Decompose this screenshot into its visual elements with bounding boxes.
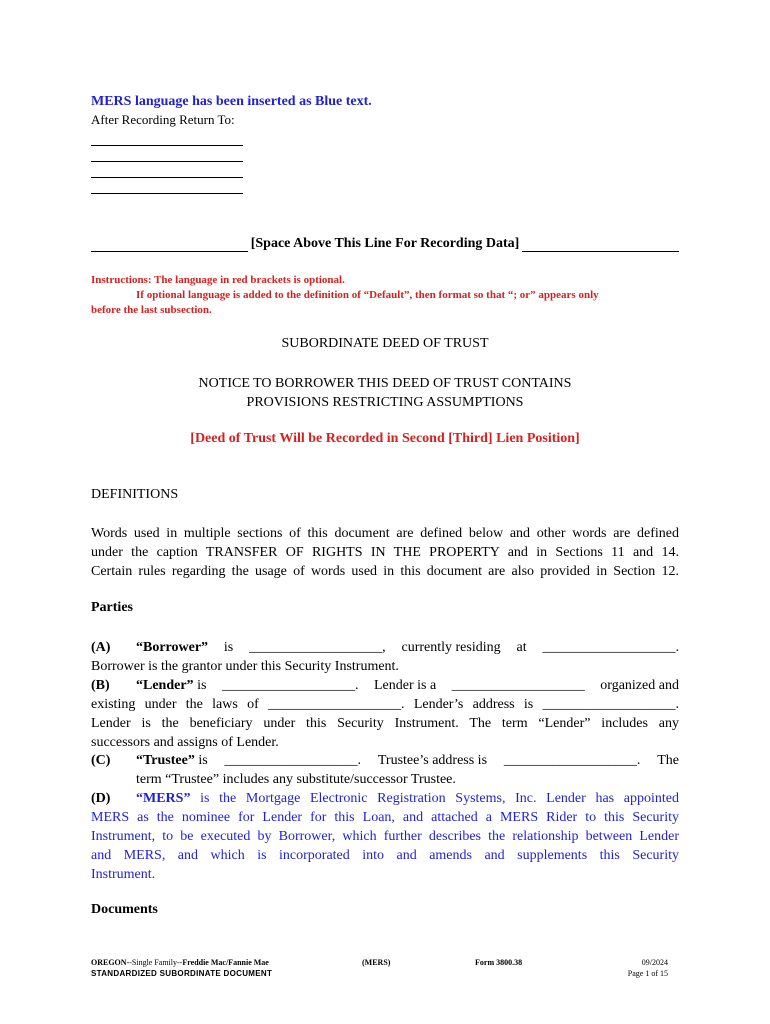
return-address-line-4 <box>91 193 243 194</box>
definitions-para-line-1: Words used in multiple sections of this document are defined below and other words are defined <box>91 526 679 541</box>
party-mers <box>91 789 679 884</box>
return-address-line-1 <box>91 145 243 146</box>
recording-space-line <box>91 236 679 252</box>
return-address-line-2 <box>91 161 243 162</box>
recording-rule-left <box>91 237 248 252</box>
mers-line-5: Instrument. <box>91 867 156 882</box>
definitions-paragraph <box>91 524 679 581</box>
lender-is-a: Lender is a <box>374 678 437 693</box>
return-address-line-3 <box>91 177 243 178</box>
party-trustee <box>91 751 679 789</box>
trustee-address-label: Trustee’s address is <box>377 753 488 768</box>
footer-form-number: Form 3800.38 <box>475 958 523 967</box>
footer-family: --Single Family-- <box>126 958 183 967</box>
lender-line-3: Lender is the beneficiary under this Security Instrument. The term “Lender” includes any <box>91 716 679 731</box>
mers-note: MERS language has been inserted as Blue text. <box>91 94 372 109</box>
mers-line-3: Instrument, to be executed by Borrower, which further describes the relationship between Lender <box>91 829 679 844</box>
footer-page: Page 1 of 15 <box>627 969 668 978</box>
trustee-is: is <box>198 753 208 768</box>
borrower-definition: Borrower is the grantor under this Security Instrument. <box>91 659 399 674</box>
lender-marker: (B) <box>91 678 110 693</box>
borrower-term: “Borrower” <box>136 640 209 655</box>
lender-line-4: successors and assigns of Lender. <box>91 735 279 750</box>
footer-doc-type: STANDARDIZED SUBORDINATE DOCUMENT <box>91 969 273 978</box>
notice-line-2: PROVISIONS RESTRICTING ASSUMPTIONS <box>246 395 524 410</box>
borrower-residing: currently residing <box>401 640 501 655</box>
definitions-heading: DEFINITIONS <box>91 487 179 502</box>
footer-state: OREGON <box>91 958 127 967</box>
mers-line-4: and MERS, and which is incorporated into and amends and supplements this Security <box>91 848 679 863</box>
recording-space-label: [Space Above This Line For Recording Data] <box>250 236 520 251</box>
party-lender <box>91 676 679 752</box>
borrower-marker: (A) <box>91 640 111 655</box>
documents-heading: Documents <box>91 902 158 917</box>
footer-left <box>91 957 272 979</box>
party-borrower <box>91 638 679 676</box>
mers-marker: (D) <box>91 791 111 806</box>
notice-line-1: NOTICE TO BORROWER THIS DEED OF TRUST CONTAINS <box>198 376 572 391</box>
document-title: SUBORDINATE DEED OF TRUST <box>281 336 489 351</box>
instructions-line-3: before the last subsection. <box>91 304 212 316</box>
borrower-is: is <box>223 640 234 655</box>
footer-agency: Freddie Mac/Fannie Mae <box>182 958 269 967</box>
parties-heading: Parties <box>91 600 133 615</box>
lender-name-blank: ___________________. <box>221 678 359 693</box>
footer-right <box>600 957 668 979</box>
lender-line-2: existing under the laws of ___________________. Lender’s address is ___________________. <box>91 697 679 712</box>
instructions-line-2: If optional language is added to the definition of “Default”, then format so that “; or” appears only <box>136 289 599 301</box>
definitions-para-line-3: Certain rules regarding the usage of words used in this document are also provided in Section 12. <box>91 564 679 579</box>
mers-term: “MERS” <box>136 791 191 806</box>
lender-term: “Lender” <box>136 678 194 693</box>
trustee-the: The <box>657 753 679 768</box>
definitions-para-line-2: under the caption TRANSFER OF RIGHTS IN THE PROPERTY and in Sections 11 and 14. <box>91 545 679 560</box>
lender-organized: organized and <box>600 678 679 693</box>
footer-date: 09/2024 <box>641 958 668 967</box>
recording-rule-right <box>522 237 679 252</box>
lender-is: is <box>197 678 207 693</box>
trustee-marker: (C) <box>91 753 111 768</box>
instructions-line-1: Instructions: The language in red brackets is optional. <box>91 274 345 286</box>
mers-line-2: MERS as the nominee for Lender for this Loan, and attached a MERS Rider to this Security <box>91 810 679 825</box>
trustee-address-blank: ___________________. <box>503 753 641 768</box>
lien-position-note: [Deed of Trust Will be Recorded in Second [Third] Lien Position] <box>190 431 580 446</box>
after-recording-label: After Recording Return To: <box>91 112 235 127</box>
mers-line-1-text: is the Mortgage Electronic Registration Systems, Inc. Lender has appointed <box>200 791 680 806</box>
borrower-address-blank: ___________________. <box>542 640 679 655</box>
borrower-at: at <box>516 640 527 655</box>
footer-mers: (MERS) <box>362 958 391 967</box>
lender-organized-blank: ___________________ <box>451 678 585 693</box>
borrower-name-blank: ___________________, <box>249 640 386 655</box>
trustee-name-blank: ___________________. <box>224 753 362 768</box>
trustee-term: “Trustee” <box>136 753 195 768</box>
trustee-line-2: term “Trustee” includes any substitute/successor Trustee. <box>136 772 456 787</box>
